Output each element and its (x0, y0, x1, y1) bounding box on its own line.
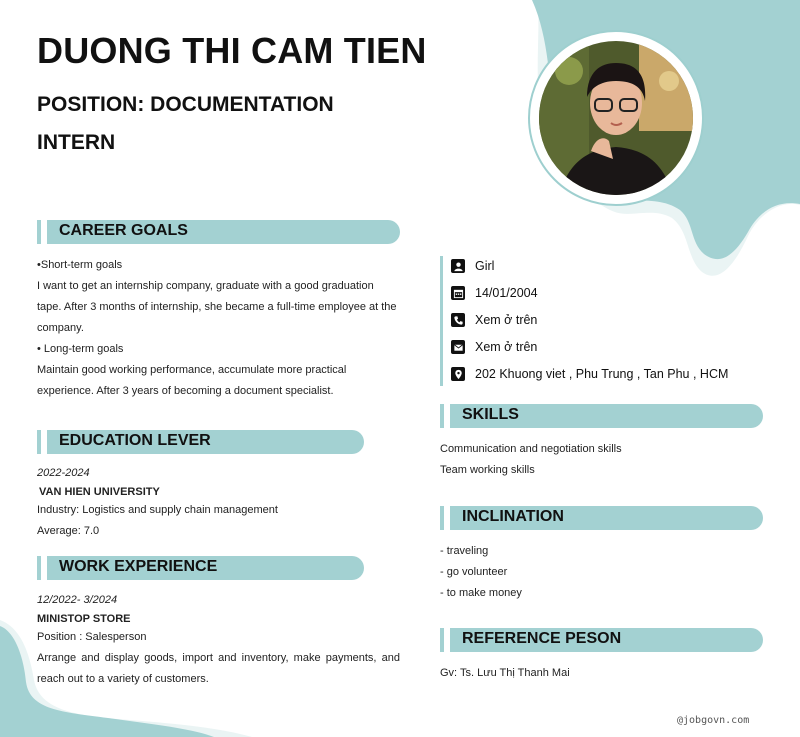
education-body (37, 463, 399, 542)
address-row (451, 364, 728, 384)
gender-row (451, 256, 494, 276)
inclination-title: INCLINATION (462, 508, 564, 525)
skills-header (440, 404, 763, 428)
skills-title: SKILLS (462, 406, 519, 423)
email-row (451, 337, 537, 357)
reference-header (440, 628, 763, 652)
mail-icon (451, 340, 465, 354)
skill-item: Team working skills (440, 464, 535, 476)
career-goals-title: CAREER GOALS (59, 222, 188, 239)
email-value: Xem ở trên (475, 340, 538, 354)
profile-photo-frame (528, 30, 704, 206)
address-value: 202 Khuong viet , Phu Trung , Tan Phu , HCM (475, 367, 729, 381)
birthday-row (451, 283, 538, 303)
phone-row (451, 310, 537, 330)
phone-icon (451, 313, 465, 327)
candidate-name: DUONG THI CAM TIEN (37, 30, 427, 71)
inclination-header (440, 506, 763, 530)
work-experience-body (37, 590, 400, 690)
education-period: 2022-2024 (37, 467, 90, 479)
work-position: Position : Salesperson (37, 631, 147, 643)
long-term-label: • Long-term goals (37, 343, 124, 355)
education-average: Average: 7.0 (37, 525, 100, 537)
reference-title: REFERENCE PESON (462, 630, 622, 647)
birthday-value: 14/01/2004 (475, 286, 538, 300)
short-term-label: •Short-term goals (37, 259, 123, 271)
position-title: POSITION: DOCUMENTATION INTERN (37, 93, 334, 154)
long-term-text: Maintain good working performance, accumulate more practical experience. After 3 years of becoming a document specialist. (37, 364, 347, 397)
work-company: MINISTOP STORE (37, 613, 131, 625)
career-goals-body (37, 255, 399, 402)
person-icon (451, 259, 465, 273)
inclination-list (440, 541, 760, 604)
education-school: VAN HIEN UNIVERSITY (39, 486, 160, 498)
location-icon (451, 367, 465, 381)
work-period: 12/2022- 3/2024 (37, 594, 118, 606)
career-goals-header (37, 220, 400, 244)
work-description: Arrange and display goods, import and inventory, make payments, and reach out to a variety of customers. (37, 652, 400, 685)
reference-text: Gv: Ts. Lưu Thị Thanh Mai (440, 667, 570, 679)
contact-info (440, 256, 763, 386)
inclination-item: - to make money (440, 587, 522, 599)
education-industry: Industry: Logistics and supply chain management (37, 504, 278, 516)
inclination-item: - go volunteer (440, 566, 508, 578)
work-experience-header (37, 556, 364, 580)
gender-value: Girl (475, 259, 495, 273)
skill-item: Communication and negotiation skills (440, 443, 622, 455)
education-title: EDUCATION LEVER (59, 432, 211, 449)
calendar-icon (451, 286, 465, 300)
education-header (37, 430, 364, 454)
reference-body (440, 663, 760, 684)
short-term-text: I want to get an internship company, graduate with a good graduation tape. After 3 months of internship, she became a full-time employee at the company. (37, 280, 397, 334)
inclination-item: - traveling (440, 545, 489, 557)
phone-value: Xem ở trên (475, 313, 538, 327)
work-experience-title: WORK EXPERIENCE (59, 558, 218, 575)
watermark: @jobgovn.com (677, 715, 750, 726)
profile-photo (539, 41, 693, 195)
skills-list (440, 439, 760, 481)
